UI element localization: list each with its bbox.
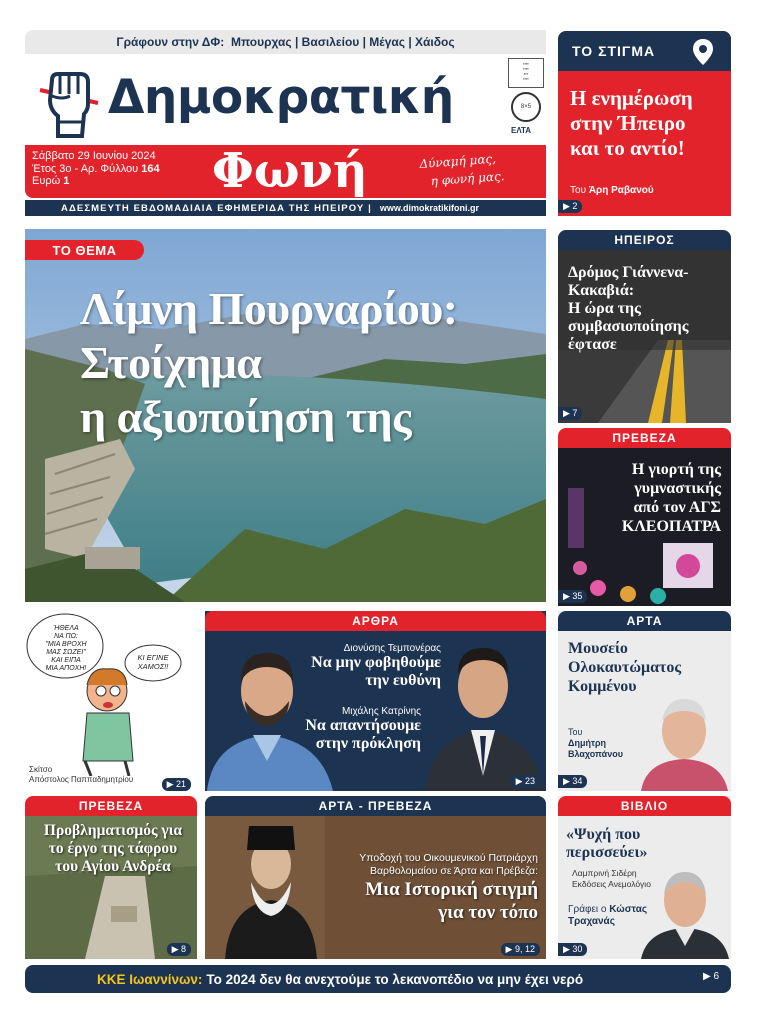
logo-title: Δημοκρατική (108, 70, 454, 125)
bottom-headline-bar[interactable] (25, 965, 731, 993)
arta-preveza-section[interactable] (205, 796, 546, 959)
arta-section[interactable] (558, 611, 731, 791)
logo-subtitle: Φωνή (212, 143, 368, 199)
arta-headline: Μουσείο Ολοκαυτώματος Κομμένου (568, 640, 682, 695)
cartoon-section[interactable] (25, 611, 197, 791)
page-ref: ▶ 30 (558, 943, 587, 956)
main-story-label: ΤΟ ΘΕΜΑ (25, 240, 144, 260)
page-ref: ▶ 34 (558, 775, 587, 788)
page-ref: ▶ 35 (558, 590, 587, 603)
ipeiros-header: ΗΠΕΙΡΟΣ (558, 230, 731, 250)
headline-line: Λίμνη Πουρναρίου: (80, 283, 458, 334)
arta-author: Του Δημήτρη Βλαχοπάνου (568, 727, 623, 759)
ipeiros-section[interactable] (558, 230, 731, 423)
stigma-header-label: ΤΟ ΣΤΙΓΜΑ (572, 43, 656, 59)
location-pin-icon (693, 39, 713, 65)
writers-prefix: Γράφουν στην ΔΦ: (116, 35, 225, 49)
author-portrait (639, 854, 731, 959)
arthra-article-1: Διονύσης Τεμπονέρας Να μην φοβηθούμε την ευθύνη (311, 643, 441, 689)
stigma-author: Του Άρη Ραβανού (570, 185, 654, 196)
issue-number-line: Έτος 3ο - Αρ. Φύλλου 164 (32, 162, 160, 175)
page-ref: ▶ 7 (558, 407, 582, 420)
headline-line: η αξιοποίηση της (80, 391, 412, 442)
vivlio-section[interactable] (558, 796, 731, 959)
main-story-headline[interactable] (80, 282, 458, 444)
tagline-bar (25, 200, 546, 216)
issue-info (32, 150, 160, 188)
headline-line: Στοίχημα (80, 337, 262, 388)
stigma-headline: Η ενημέρωση στην Ήπειρο και το αντίο! (570, 86, 693, 160)
preveza-header: ΠΡΕΒΕΖΑ (558, 428, 731, 448)
author-portrait (636, 681, 731, 791)
slogan-line: η φωνή μας. (430, 169, 505, 189)
page-ref: ▶ 21 (162, 778, 191, 791)
issue-price: Ευρώ 1 (32, 175, 70, 187)
writers-strip (25, 30, 546, 54)
page-ref: ▶ 9, 12 (501, 943, 540, 956)
issue-date: Σάββατο 29 Ιουνίου 2024 (32, 150, 156, 162)
vivlio-headline: «Ψυχή που περισσεύει» (566, 826, 648, 861)
masthead-badges (505, 56, 547, 142)
writers-list: Μπουρχας | Βασιλείου | Μέγας | Χάιδος (230, 35, 455, 49)
gymnastics-photo (558, 448, 731, 606)
bottom-headline-text: Το 2024 δεν θα ανεχτούμε το λεκανοπέδιο να μην έχει νερό (206, 971, 584, 987)
vivlio-author: Γράφει ο Κώστας Τραχανάς (568, 904, 648, 927)
ipeiros-headline: Δρόμος Γιάννενα- Κακαβιά: Η ώρα της συμβασιοποίησης έφτασε (568, 264, 689, 353)
preveza-trench-section[interactable] (25, 796, 197, 959)
slogan (419, 149, 505, 191)
tagline-text: ΑΔΕΣΜΕΥΤΗ ΕΒΔΟΜΑΔΙΑΙΑ ΕΦΗΜΕΡΙΔΑ ΤΗΣ ΗΠΕΙΡΟΥ | (61, 202, 372, 214)
preveza-trench-headline: Προβληματισμός για το έργο της τάφρου του Αγίου Ανδρέα (43, 822, 183, 875)
fist-logo-icon (38, 70, 100, 140)
page-ref: ▶ 8 (167, 943, 191, 956)
cartoon-bubble-1: ΉΘΕΛΑ ΝΑ ΠΩ: "ΜΙΑ ΒΡΟΧΗ ΜΑΣ ΣΩΖΕΙ" ΚΑΙ ΕΙΠΑ ΜΙΑ ΑΠΟΧΗ! (45, 625, 87, 672)
vivlio-subtitle: Λαμπρινή Σιδέρη Εκδόσεις Ανεμολόγιο (572, 868, 651, 889)
website-link[interactable]: www.dimokratikifoni.gr (379, 203, 480, 213)
preveza-gym-section[interactable] (558, 428, 731, 606)
bottom-headline-highlight: ΚΚΕ Ιωαννίνων: (97, 971, 203, 987)
preveza-bottom-header: ΠΡΕΒΕΖΑ (25, 796, 197, 816)
preveza-gym-headline: Η γιορτή της γυμναστικής από τον ΑΓΣ ΚΛΕΟΠΑΤΡΑ (621, 461, 721, 535)
page-ref: ▶ 2 (558, 200, 582, 213)
slogan-line: Δύναμή μας, (418, 151, 497, 171)
page-ref: ▶ 23 (511, 775, 540, 788)
cartoon-bubble-2: ΚΙ ΕΓΙΝΕ ΧΑΜΟΣ!! (137, 653, 169, 671)
page-ref: ▶ 6 (702, 971, 719, 982)
arthra-article-2: Μιχάλης Κατρίνης Να απαντήσουμε στην πρόκληση (305, 706, 421, 752)
arta-preveza-article: Υποδοχή του Οικουμενικού Πατριάρχη Βαρθολομαίου σε Άρτα και Πρέβεζα: Μια Ιστορική στιγμή για τον τόπο (359, 852, 538, 923)
cartoon-credit: Σκίτσο Απόστολος Παππαδημητρίου (29, 765, 134, 784)
arta-preveza-header: ΑΡΤΑ - ΠΡΕΒΕΖΑ (205, 796, 546, 816)
arthra-header: ΑΡΘΡΑ (205, 611, 546, 631)
vivlio-header: ΒΙΒΛΙΟ (558, 796, 731, 816)
stigma-section[interactable] (558, 31, 731, 216)
arthra-section[interactable] (205, 611, 546, 791)
arta-header: ΑΡΤΑ (558, 611, 731, 631)
elta-badge: ΕΛΤΑ (511, 126, 532, 135)
road-photo (558, 250, 731, 423)
stamp-icon: 8×5 (511, 92, 541, 122)
postage-badge: ▪▪▪▪ ▪▪▪▪ ▪▪▪ ▪▪▪▪ (508, 58, 544, 88)
